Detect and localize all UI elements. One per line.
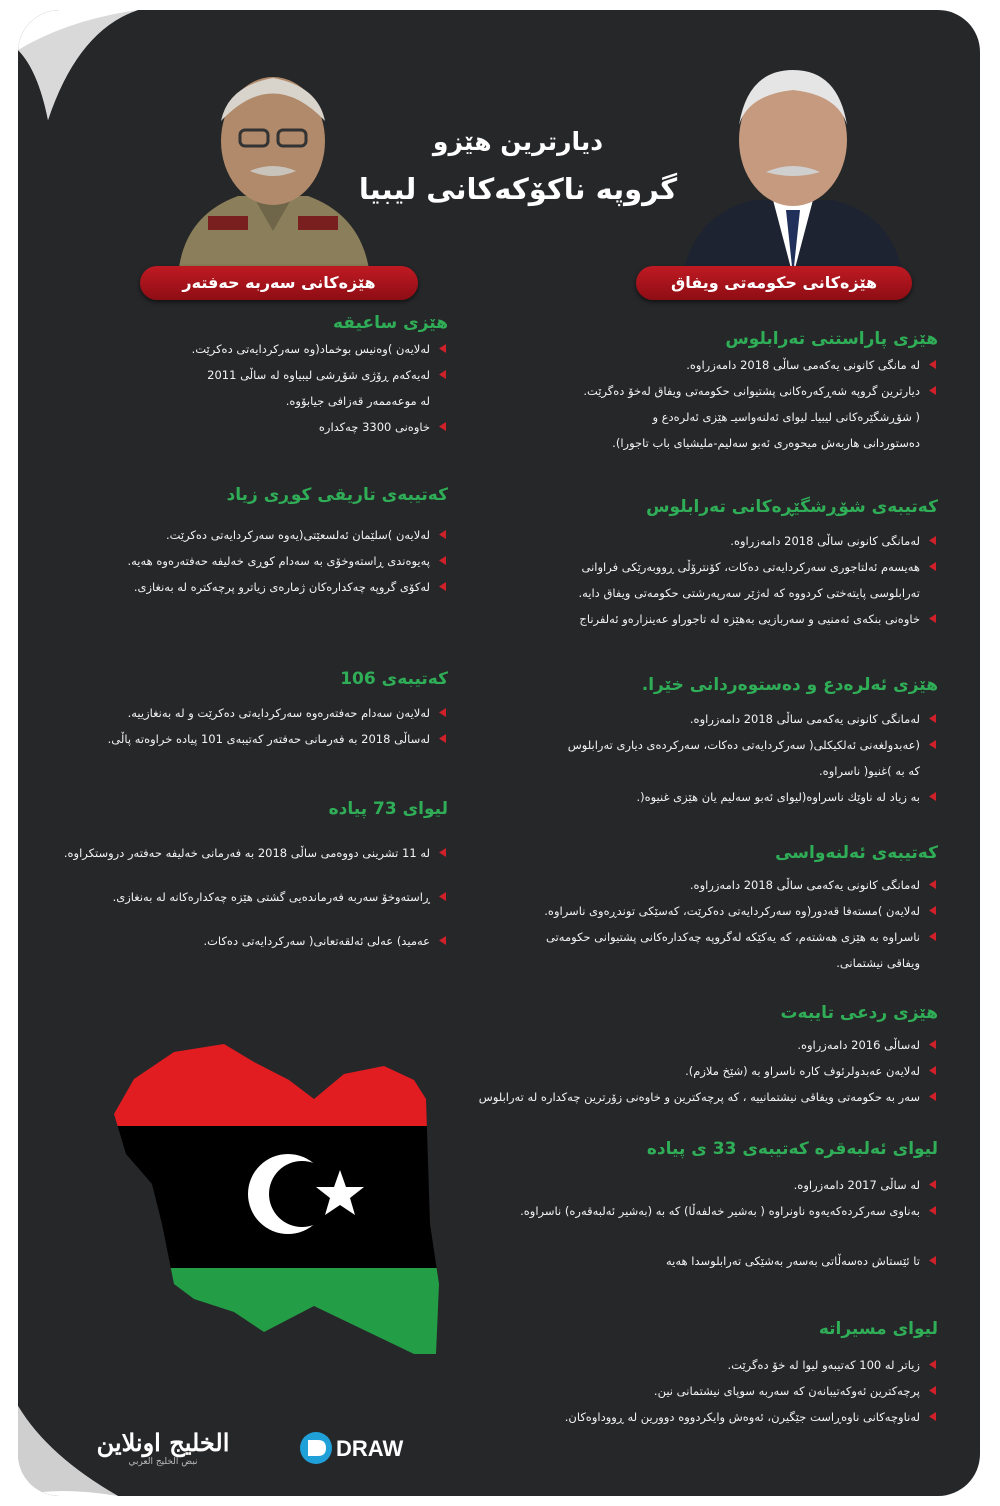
portrait-right-prime-minister — [678, 40, 908, 276]
list-item: لەلایەن )سلێمان ئەلسعێتی(یەوە سەرکردایەتی دەکرێت. — [58, 522, 448, 548]
banner-left: هێزەکانی سەربە حەفتەر — [140, 266, 418, 300]
right-section-4 — [478, 840, 938, 976]
section-heading: هێزی پاراستنی تەرابلوس — [725, 329, 938, 349]
list-item: خاوەنی بنکەی ئەمنیی و سەربازیی بەهێزە لە تاجوراو عەینزارەو ئەلفرناج — [478, 606, 938, 632]
left-section-4 — [48, 796, 448, 954]
list-item: لەلایەن )مستەفا قەدور(وە سەرکردایەتی دەکرێت، کەسێکی توندڕەوی ناسراوە. — [478, 898, 938, 924]
list-item: سەر بە حکومەتی ویفاقی نیشتمانییە ، کە پرچەکترین و خاوەنی زۆرترین چەکدارە لە تەرابلوس — [448, 1084, 938, 1110]
section-heading: هێزی ردعی تایبەت — [780, 1003, 938, 1023]
left-section-1 — [58, 310, 448, 440]
main-title-line2: گروپە ناکۆکەکانی لیبیا — [358, 172, 678, 206]
list-item: لەکۆی گروپە چەکدارەکان ژمارەی زیاترو پرچەکترە لە بەنغازی. — [58, 574, 448, 600]
list-item: زیاتر لە 100 کەتیبەو لیوا لە خۆ دەگرێت. — [448, 1352, 938, 1378]
list-item: بە زیاد لە ناوێك ناسراوە(لیوای ئەبو سەلیم یان هێزی غنیوە(. — [478, 784, 938, 810]
list-item: ویفاقی نیشتمانی. — [836, 956, 920, 970]
list-item: لە موعەممەر قەزافی جیابۆوە. — [285, 394, 430, 408]
banner-right: هێزەکانی حکومەتی ویفاق — [636, 266, 912, 300]
section-heading: لیوای مسیراتە — [818, 1319, 938, 1339]
list-item: لە 11 تشرینی دووەمی ساڵی 2018 بە فەرمانی خەلیفە حەفتەر دروستکراوە. — [48, 840, 448, 866]
left-section-2 — [58, 482, 448, 600]
section-heading: کەتیبەی شۆڕشگێڕەکانی تەرابلوس — [646, 497, 938, 517]
list-item: لەلایەن سەدام حەفتەرەوە سەرکردایەتی دەکرێت و لە بەنغازییە. — [58, 700, 448, 726]
list-item: پرچەکترین ئەوکەتیبانەن کە سەربە سوپای نیشتمانی نین. — [448, 1378, 938, 1404]
list-item: لەمانگی کانونی ساڵی 2018 دامەزراوە. — [478, 528, 938, 554]
main-title — [348, 122, 688, 216]
list-item: لە ساڵی 2017 دامەزراوە. — [448, 1172, 938, 1198]
list-item: بەناوی سەرکردەکەیەوە ناونراوە ( بەشیر خەلفەڵا) کە بە (بەشیر ئەلبەقەرە) ناسراوە. — [448, 1198, 938, 1224]
main-title-line1: دیارترین هێزو — [432, 127, 604, 156]
list-item: لەمانگی کانونی یەکەمی ساڵی 2018 دامەزراوە. — [478, 706, 938, 732]
list-item: لەیەکەم ڕۆژی شۆڕشی لیبیاوە لە ساڵی 2011 — [58, 362, 448, 388]
section-heading: کەتیبەی ئەلنەواسی — [775, 843, 938, 863]
list-item: پەیوەندی ڕاستەوخۆی بە سەدام کوڕی خەلیفە حەفتەرەوە هەیە. — [58, 548, 448, 574]
section-heading: کەتیبەی 106 — [340, 669, 448, 689]
poster-background — [18, 10, 980, 1496]
list-item: ڕاستەوخۆ سەربە فەرماندەیی گشتی هێزە چەکدارەکانە لە بەنغازی. — [48, 884, 448, 910]
list-item: لەمانگی کانونی یەکەمی ساڵی 2018 دامەزراوە. — [478, 872, 938, 898]
list-item: (عەبدولغەنی ئەلکیکلی( سەرکردایەتی دەکات، سەرکردەی دیاری تەرابلوس — [478, 732, 938, 758]
list-item: لەساڵی 2018 بە فەرمانی حەفتەر کەتیبەی 101 پیادە خراوەتە پاڵی. — [58, 726, 448, 752]
section-heading: لیوای ئەلبەقرە کەتیبەی 33 ی پیادە — [646, 1139, 938, 1159]
right-section-5 — [448, 1000, 938, 1110]
right-section-1 — [478, 326, 938, 456]
list-item: ناسراوە بە هێزی هەشتەم، کە یەکێکە لەگروپە چەکدارەکانی پشتیوانی حکومەتی — [478, 924, 938, 950]
khaleej-logo-tagline: نبض الخليج العربي — [128, 1457, 198, 1467]
list-item: لەناوچەکانی ناوەڕاست جێگیرن، ئەوەش وایکردووە دوورین لە ڕووداوەکان. — [448, 1404, 938, 1430]
list-item: تا ئێستاش دەسەڵاتی بەسەر بەشێکی تەرابلوسدا هەیە — [448, 1248, 938, 1274]
khaleej-logo-text: الخليج اونلاين — [96, 1428, 230, 1457]
draw-logo-text: DRAW — [336, 1436, 404, 1461]
page-curl-bottom — [18, 1386, 128, 1496]
list-item: عەمید) عەلی ئەلقەتعانی( سەرکردایەتی دەکات. — [48, 928, 448, 954]
list-item: هەیسەم ئەلتاجوری سەرکردایەتی دەکات، کۆنترۆڵی ڕووبەرێکی فراوانی — [478, 554, 938, 580]
list-item: ( شۆڕشگێرەکانی لیبیاـ لیوای ئەلنەواسیـ هێزی ئەلرەدع و — [652, 410, 920, 424]
section-heading: کەتیبەی تاریقی کوڕی زیاد — [226, 485, 448, 505]
right-section-3 — [478, 672, 938, 810]
section-heading: هێزی ئەلرەدع و دەستوەردانی خێرا. — [641, 675, 938, 695]
section-heading: هێزی ساعیقە — [333, 313, 448, 333]
list-item: لە مانگی کانونی یەکەمی ساڵی 2018 دامەزراوە. — [478, 352, 938, 378]
draw-logo — [298, 1428, 418, 1468]
list-item: خاوەنی 3300 چەکدارە — [58, 414, 448, 440]
right-section-7 — [448, 1316, 938, 1430]
list-item: تەرابلوسی پایتەختی کردووە کە لەژێر سەرپەرشتی حکومەتی ویفاق دایە. — [578, 586, 920, 600]
list-item: دەستوردانی هاربەش میحوەری ئەبو سەلیم-ملیشیای باب تاجورا). — [612, 436, 920, 450]
list-item: کە بە )غنیو( ناسراوە. — [819, 764, 920, 778]
list-item: دیارترین گروپە شەڕکەرەکانی پشتیوانی حکومەتی ویفاق لەخۆ دەگرێت. — [478, 378, 938, 404]
right-section-6 — [448, 1136, 938, 1274]
list-item: لەلایەن عەبدولرئوف کارە ناسراو بە (شێخ ملازم). — [448, 1058, 938, 1084]
section-heading: لیوای 73 پیادە — [328, 799, 448, 819]
right-section-2 — [478, 494, 938, 632]
list-item: لەساڵی 2016 دامەزراوە. — [448, 1032, 938, 1058]
left-section-3 — [58, 666, 448, 752]
page-curl-top — [18, 10, 148, 130]
libya-flag-map — [114, 1044, 454, 1364]
list-item: لەلایەن )وەنیس بوخماد(وە سەرکردایەتی دەکرێت. — [58, 336, 448, 362]
